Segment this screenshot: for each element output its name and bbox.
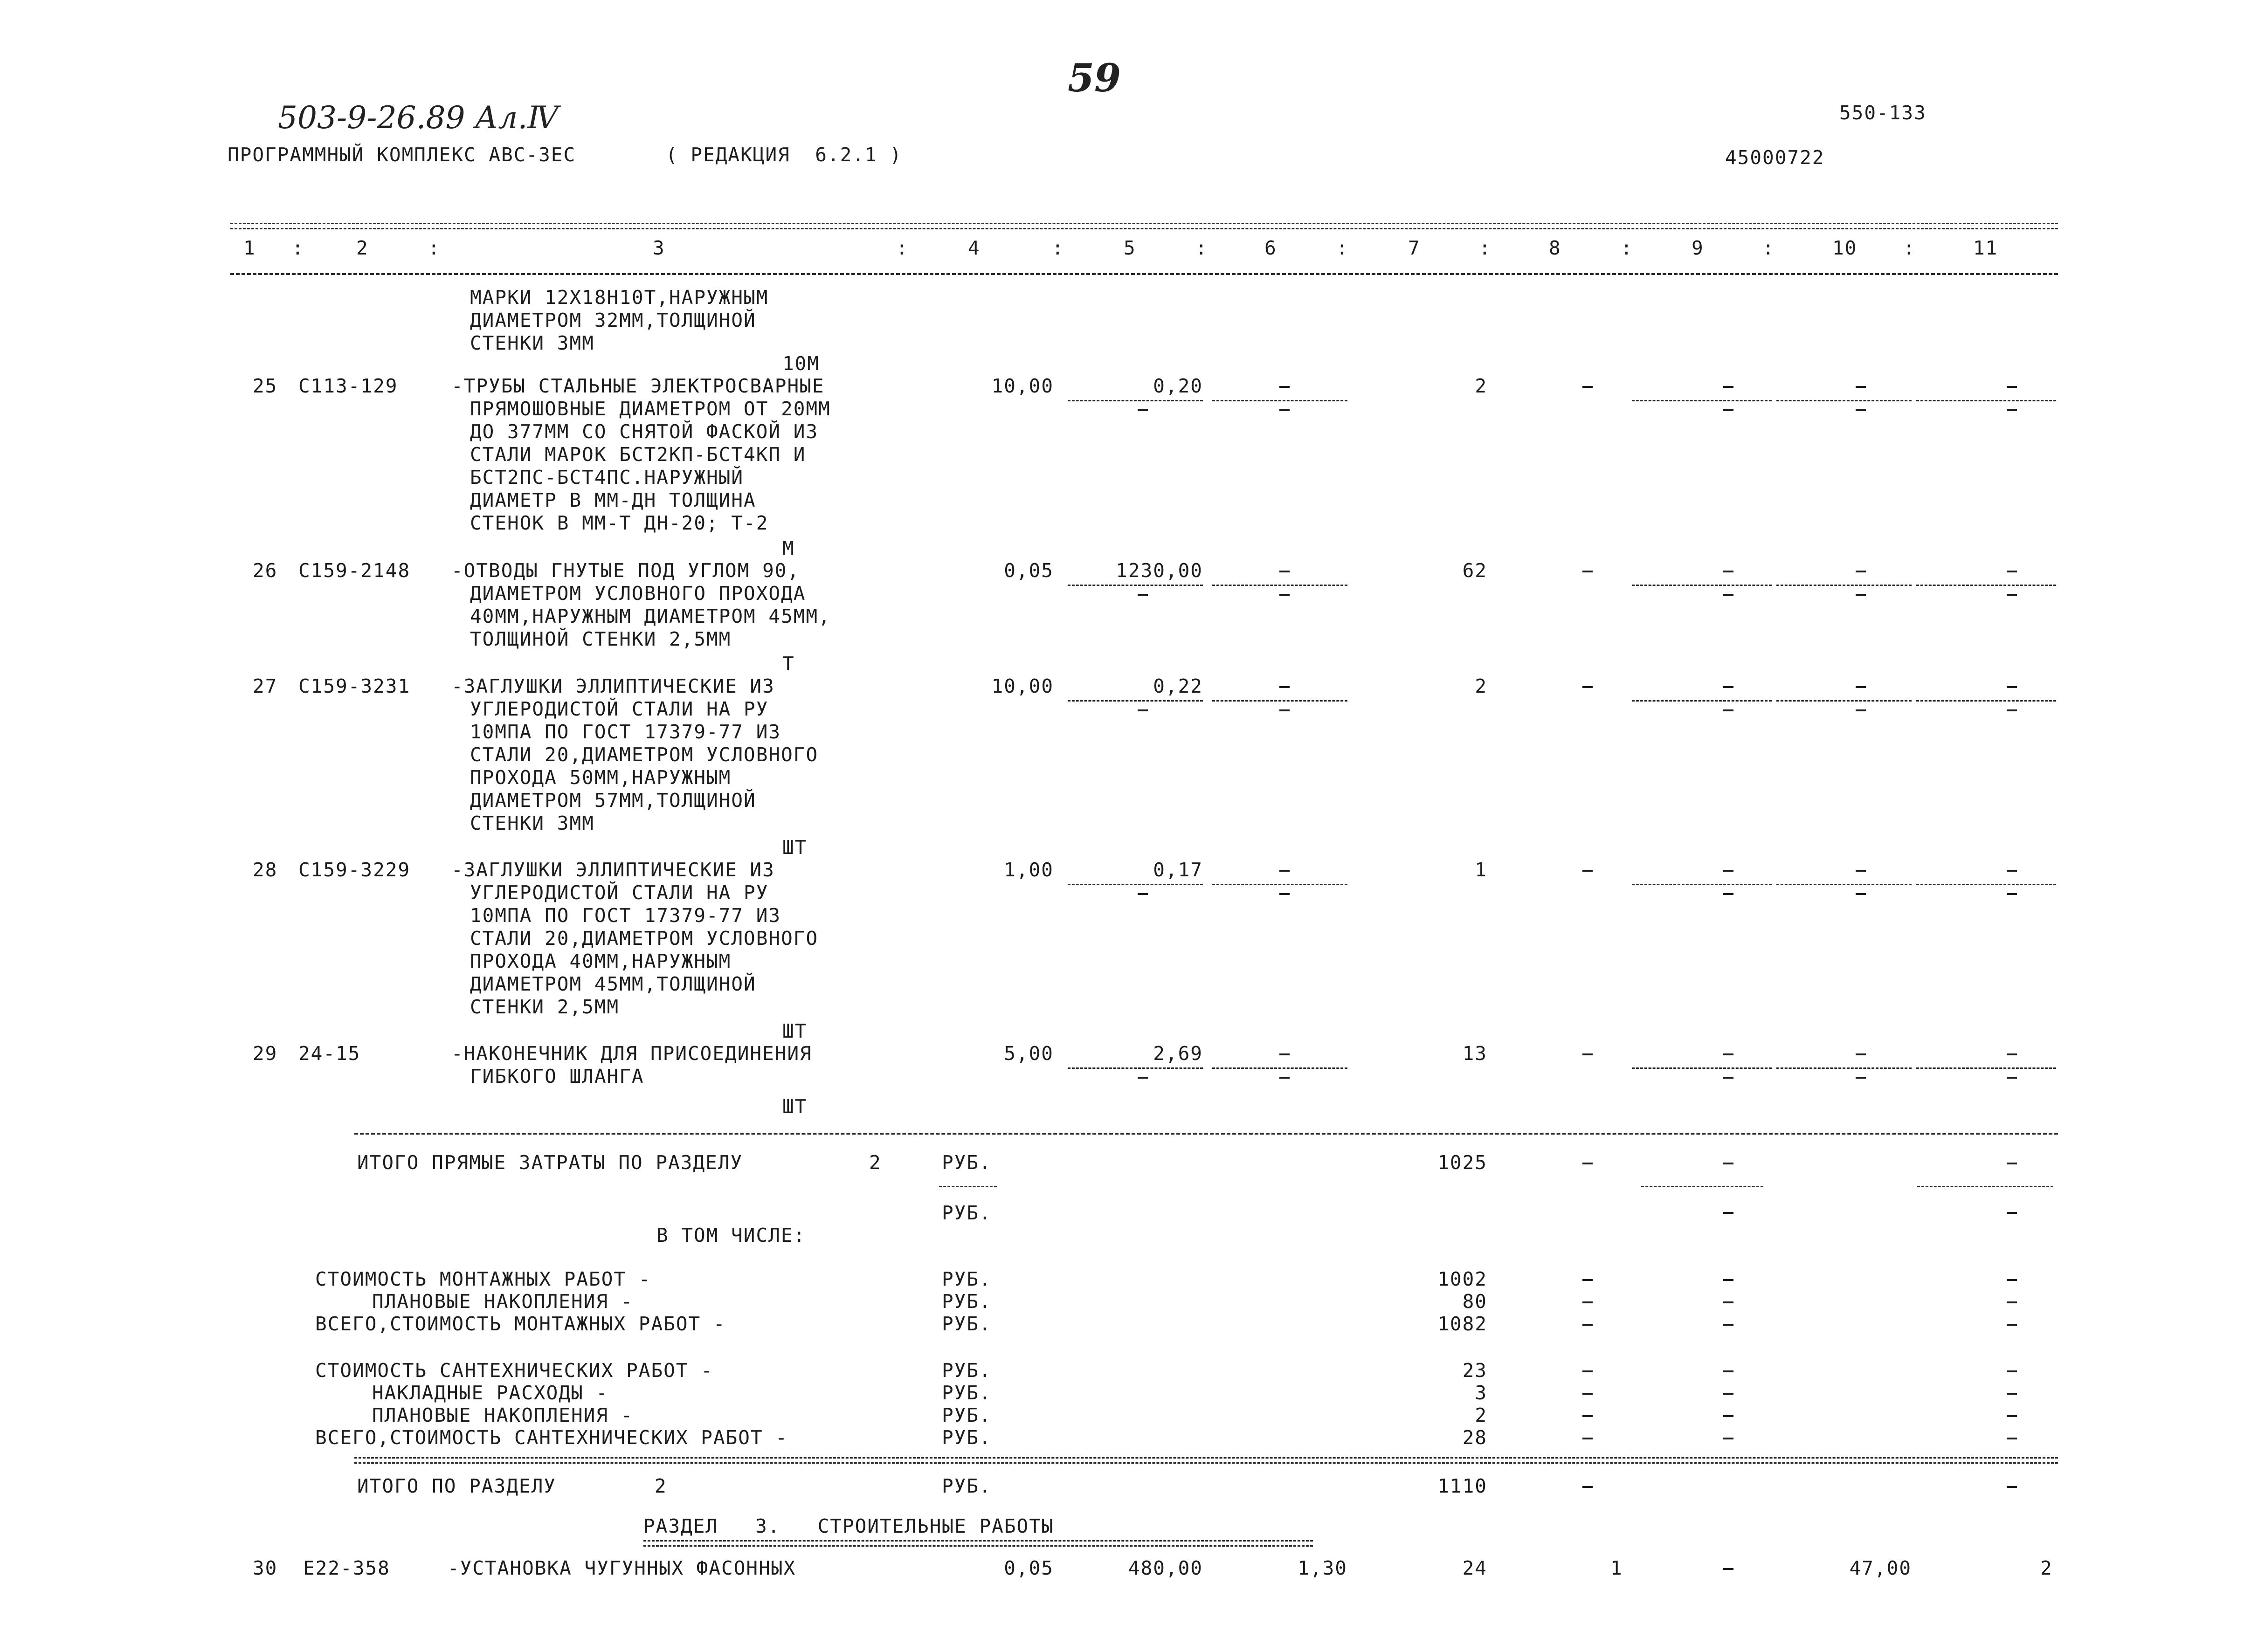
description-line: ГИБКОГО ШЛАНГА <box>470 1065 644 1088</box>
description-line: -ЗАГЛУШКИ ЭЛЛИПТИЧЕСКИЕ ИЗ <box>451 675 775 697</box>
sheet-code: 550-133 <box>1839 102 1927 124</box>
column-separator: : <box>1052 237 1064 259</box>
description-line: -ЗАГЛУШКИ ЭЛЛИПТИЧЕСКИЕ ИЗ <box>451 859 775 881</box>
items-rule <box>354 1133 2058 1135</box>
direct-costs-underline <box>1917 1186 2053 1187</box>
direct-costs-underline <box>939 1186 997 1187</box>
row-number: 25 <box>253 375 278 397</box>
summary-col11 <box>2007 1324 2017 1326</box>
sub-rule <box>1776 585 1912 586</box>
summary-label: СТОИМОСТЬ САНТЕХНИЧЕСКИХ РАБОТ - <box>315 1359 713 1382</box>
row-quantity: 10,00 <box>991 375 1054 397</box>
row-total: 13 <box>1462 1042 1487 1065</box>
description-line: 40ММ,НАРУЖНЫМ ДИАМЕТРОМ 45ММ, <box>470 605 831 627</box>
description-line: СТЕНКИ 3ММ <box>470 812 594 834</box>
column-header-cell: 11 <box>1973 237 1998 259</box>
description-line: УГЛЕРОДИСТОЙ СТАЛИ НА РУ <box>470 698 769 720</box>
row-col8 <box>1582 571 1593 572</box>
sub-dash <box>2007 594 2017 596</box>
sub-dash <box>1723 594 1733 596</box>
description-line: СТАЛИ 20,ДИАМЕТРОМ УСЛОВНОГО <box>470 743 819 766</box>
sub-dash <box>1279 594 1290 596</box>
summary-col8 <box>1582 1438 1593 1439</box>
description-line: МАРКИ 12Х18Н10Т,НАРУЖНЫМ <box>470 286 769 309</box>
row-quantity: 1,00 <box>1004 859 1054 881</box>
row-col8 <box>1582 1053 1593 1055</box>
sub-rule <box>1916 400 2056 401</box>
column-separator: : <box>1195 237 1208 259</box>
summary-unit: РУБ. <box>942 1268 992 1290</box>
row-unit: М <box>782 537 795 559</box>
summary-col8 <box>1582 1415 1593 1417</box>
row-col10 <box>1856 1053 1866 1055</box>
summary-col9 <box>1723 1324 1733 1326</box>
section-3-title: РАЗДЕЛ 3. СТРОИТЕЛЬНЫЕ РАБОТЫ <box>643 1515 1054 1537</box>
description-line: ДИАМЕТРОМ 45ММ,ТОЛЩИНОЙ <box>470 973 756 995</box>
sub-dash <box>1723 893 1733 895</box>
summary-col8 <box>1582 1370 1593 1372</box>
description-line: ТОЛЩИНОЙ СТЕНКИ 2,5ММ <box>470 628 732 650</box>
summary-col11 <box>2007 1438 2017 1439</box>
sub-rule <box>1212 1067 1347 1069</box>
row-code: С159-2148 <box>298 559 411 582</box>
row-col11: 2 <box>2040 1557 2053 1579</box>
direct-costs-label: ИТОГО ПРЯМЫЕ ЗАТРАТЫ ПО РАЗДЕЛУ <box>357 1151 743 1174</box>
column-separator: : <box>1903 237 1916 259</box>
column-header-cell: 4 <box>968 237 981 259</box>
page-number: 59 <box>1068 56 1121 101</box>
row-price: 480,00 <box>1128 1557 1203 1579</box>
row-number: 29 <box>253 1042 278 1065</box>
column-separator: : <box>292 237 304 259</box>
section-total-col8 <box>1582 1486 1593 1488</box>
row-col9 <box>1723 1568 1733 1570</box>
sub-rule <box>1916 1067 2056 1069</box>
sub-dash <box>1279 709 1290 711</box>
description-line: 10МПА ПО ГОСТ 17379-77 ИЗ <box>470 904 781 927</box>
section-3-underline <box>643 1540 1313 1547</box>
sub-rule <box>1776 884 1912 885</box>
sub-dash <box>1138 594 1148 596</box>
column-header-cell: 10 <box>1832 237 1857 259</box>
summary-col11 <box>2007 1279 2017 1281</box>
sub-rule <box>1212 700 1347 702</box>
row-total: 2 <box>1475 375 1487 397</box>
row-col9 <box>1723 1053 1733 1055</box>
row-col6 <box>1279 870 1290 872</box>
summary-col8 <box>1582 1301 1593 1303</box>
sub-dash <box>1856 709 1866 711</box>
row-col8 <box>1582 686 1593 688</box>
row-col6 <box>1279 686 1290 688</box>
sub-rule <box>1068 1067 1203 1069</box>
row-col10 <box>1856 686 1866 688</box>
row-col6: 1,30 <box>1298 1557 1347 1579</box>
section-total-label: ИТОГО ПО РАЗДЕЛУ <box>357 1475 556 1497</box>
sub-rule <box>1632 884 1772 885</box>
summary-label: ПЛАНОВЫЕ НАКОПЛЕНИЯ - <box>372 1290 634 1313</box>
row-col6 <box>1279 571 1290 572</box>
description-line: СТЕНОК В ММ-Т ДН-20; Т-2 <box>470 512 769 534</box>
column-header-cell: 2 <box>356 237 369 259</box>
summary-col9 <box>1723 1370 1733 1372</box>
row-total: 24 <box>1462 1557 1487 1579</box>
description-line: ДИАМЕТР В ММ-ДН ТОЛЩИНА <box>470 489 756 511</box>
row-code: С159-3229 <box>298 859 411 881</box>
row-col10: 47,00 <box>1849 1557 1912 1579</box>
summary-label: ВСЕГО,СТОИМОСТЬ МОНТАЖНЫХ РАБОТ - <box>315 1313 726 1335</box>
summary-col9 <box>1723 1415 1733 1417</box>
row-col8 <box>1582 870 1593 872</box>
including-label: В ТОМ ЧИСЛЕ: <box>656 1224 806 1246</box>
sub-rule <box>1916 585 2056 586</box>
row-total: 1 <box>1475 859 1487 881</box>
trailing-unit: ШТ <box>782 1095 808 1118</box>
summary-value: 28 <box>1462 1426 1487 1449</box>
sub-dash <box>1279 1077 1290 1079</box>
summary-label: ВСЕГО,СТОИМОСТЬ САНТЕХНИЧЕСКИХ РАБОТ - <box>315 1426 788 1449</box>
sub-rule <box>1632 700 1772 702</box>
description-line: ДИАМЕТРОМ 57ММ,ТОЛЩИНОЙ <box>470 789 756 812</box>
summary-col9 <box>1723 1279 1733 1281</box>
description-line: 10МПА ПО ГОСТ 17379-77 ИЗ <box>470 721 781 743</box>
description-line: УГЛЕРОДИСТОЙ СТАЛИ НА РУ <box>470 881 769 904</box>
sub-rule <box>1632 400 1772 401</box>
sub-dash <box>1138 1077 1148 1079</box>
sub-rule <box>1212 585 1347 586</box>
sub-dash <box>1856 893 1866 895</box>
summary-unit: РУБ. <box>942 1426 992 1449</box>
column-header-cell: 6 <box>1264 237 1277 259</box>
description-line: -НАКОНЕЧНИК ДЛЯ ПРИСОЕДИНЕНИЯ <box>451 1042 812 1065</box>
description-line: ПРОХОДА 40ММ,НАРУЖНЫМ <box>470 950 732 972</box>
direct-costs-unit: РУБ. <box>942 1151 992 1174</box>
column-separator: : <box>896 237 909 259</box>
row-unit: ШТ <box>782 1020 808 1042</box>
sub-dash <box>1723 1077 1733 1079</box>
section-total-section: 2 <box>655 1475 667 1497</box>
sub-dash <box>1856 409 1866 411</box>
row-col6 <box>1279 386 1290 388</box>
summary-label: НАКЛАДНЫЕ РАСХОДЫ - <box>372 1382 608 1404</box>
description-line: СТЕНКИ 2,5ММ <box>470 996 620 1018</box>
row-quantity: 0,05 <box>1004 1557 1054 1579</box>
sub-dash <box>1138 409 1148 411</box>
summary-value: 3 <box>1475 1382 1487 1404</box>
column-separator: : <box>428 237 441 259</box>
summary-rule <box>354 1457 2058 1464</box>
header-rule-bottom <box>230 273 2058 275</box>
sub-rule <box>1212 884 1347 885</box>
sub-rule <box>1632 1067 1772 1069</box>
summary-col9 <box>1723 1393 1733 1395</box>
sub-dash <box>2007 1077 2017 1079</box>
column-header-cell: 5 <box>1124 237 1136 259</box>
column-separator: : <box>1762 237 1775 259</box>
sub-rule <box>1068 585 1203 586</box>
description-line: ПРЯМОШОВНЫЕ ДИАМЕТРОМ ОТ 20ММ <box>470 398 831 420</box>
sub-dash <box>1856 1077 1866 1079</box>
section-total-col11 <box>2007 1486 2017 1488</box>
row-quantity: 10,00 <box>991 675 1054 697</box>
description-line: БСТ2ПС-БСТ4ПС.НАРУЖНЫЙ <box>470 466 744 489</box>
description-line: ДИАМЕТРОМ УСЛОВНОГО ПРОХОДА <box>470 582 806 605</box>
direct-costs-col11 <box>2007 1163 2017 1164</box>
row-number: 28 <box>253 859 278 881</box>
row-col6 <box>1279 1053 1290 1055</box>
sub-rule <box>1068 400 1203 401</box>
direct-costs-col8 <box>1582 1163 1593 1164</box>
column-separator: : <box>1336 237 1349 259</box>
direct-costs-total: 1025 <box>1437 1151 1487 1174</box>
sub-dash <box>1279 409 1290 411</box>
row-col10 <box>1856 386 1866 388</box>
summary-value: 2 <box>1475 1404 1487 1426</box>
sub-dash <box>2007 893 2017 895</box>
summary-value: 1082 <box>1437 1313 1487 1335</box>
description-line: СТАЛИ 20,ДИАМЕТРОМ УСЛОВНОГО <box>470 927 819 950</box>
sub-rule <box>1212 400 1347 401</box>
sub-rule <box>1068 700 1203 702</box>
description-line: ДО 377ММ СО СНЯТОЙ ФАСКОЙ ИЗ <box>470 420 819 443</box>
section-total-unit: РУБ. <box>942 1475 992 1497</box>
sub-dash <box>1138 709 1148 711</box>
row-number: 27 <box>253 675 278 697</box>
row-col11 <box>2007 386 2017 388</box>
section-total-value: 1110 <box>1437 1475 1487 1497</box>
summary-col8 <box>1582 1324 1593 1326</box>
column-header-cell: 7 <box>1408 237 1421 259</box>
row-code: Е22-358 <box>303 1557 390 1579</box>
description-line: ДИАМЕТРОМ 32ММ,ТОЛЩИНОЙ <box>470 309 756 331</box>
sub-dash <box>2007 709 2017 711</box>
row-number: 30 <box>253 1557 278 1579</box>
sub-dash <box>1723 409 1733 411</box>
sub-dash <box>1138 893 1148 895</box>
row-col10 <box>1856 571 1866 572</box>
direct-costs-col9-second <box>1723 1212 1733 1214</box>
row-quantity: 0,05 <box>1004 559 1054 582</box>
sub-rule <box>1632 585 1772 586</box>
row-unit: ШТ <box>782 836 808 859</box>
description-line: СТАЛИ МАРОК БСТ2КП-БСТ4КП И <box>470 443 806 466</box>
row-col9 <box>1723 686 1733 688</box>
row-price: 0,20 <box>1153 375 1203 397</box>
sub-rule <box>1068 884 1203 885</box>
row-col9 <box>1723 386 1733 388</box>
column-separator: : <box>1479 237 1492 259</box>
row-price: 1230,00 <box>1116 559 1203 582</box>
row-price: 0,17 <box>1153 859 1203 881</box>
summary-label: ПЛАНОВЫЕ НАКОПЛЕНИЯ - <box>372 1404 634 1426</box>
summary-col11 <box>2007 1370 2017 1372</box>
summary-unit: РУБ. <box>942 1404 992 1426</box>
handwritten-code: 503-9-26.89 Ал.Ⅳ <box>278 100 559 136</box>
sub-rule <box>1776 1067 1912 1069</box>
summary-col11 <box>2007 1415 2017 1417</box>
row-code: С113-129 <box>298 375 398 397</box>
sub-rule <box>1916 700 2056 702</box>
description-line: -ТРУБЫ СТАЛЬНЫЕ ЭЛЕКТРОСВАРНЫЕ <box>451 375 825 397</box>
sub-rule <box>1916 884 2056 885</box>
description-line: СТЕНКИ 3ММ <box>470 332 594 354</box>
row-col11 <box>2007 1053 2017 1055</box>
summary-col8 <box>1582 1279 1593 1281</box>
row-col8: 1 <box>1610 1557 1623 1579</box>
summary-unit: РУБ. <box>942 1290 992 1313</box>
row-total: 62 <box>1462 559 1487 582</box>
row-col10 <box>1856 870 1866 872</box>
direct-costs-col9 <box>1723 1163 1733 1164</box>
row-col11 <box>2007 571 2017 572</box>
row-col11 <box>2007 686 2017 688</box>
summary-label: СТОИМОСТЬ МОНТАЖНЫХ РАБОТ - <box>315 1268 651 1290</box>
header-rule-top <box>230 223 2058 229</box>
row-code: 24-15 <box>298 1042 361 1065</box>
row-price: 0,22 <box>1153 675 1203 697</box>
summary-value: 80 <box>1462 1290 1487 1313</box>
row-description: -УСТАНОВКА ЧУГУННЫХ ФАСОННЫХ <box>448 1557 796 1579</box>
direct-costs-underline <box>1641 1186 1763 1187</box>
summary-value: 23 <box>1462 1359 1487 1382</box>
summary-col9 <box>1723 1301 1733 1303</box>
direct-costs-section: 2 <box>869 1151 882 1174</box>
row-number: 26 <box>253 559 278 582</box>
summary-col8 <box>1582 1393 1593 1395</box>
column-header-cell: 3 <box>653 237 665 259</box>
summary-value: 1002 <box>1437 1268 1487 1290</box>
sub-dash <box>1856 594 1866 596</box>
summary-col11 <box>2007 1301 2017 1303</box>
description-line: ПРОХОДА 50ММ,НАРУЖНЫМ <box>470 766 732 789</box>
summary-unit: РУБ. <box>942 1359 992 1382</box>
program-name: ПРОГРАММНЫЙ КОМПЛЕКС АВС-3ЕС <box>228 144 576 166</box>
row-price: 2,69 <box>1153 1042 1203 1065</box>
row-col9 <box>1723 571 1733 572</box>
edition: ( РЕДАКЦИЯ 6.2.1 ) <box>666 144 902 166</box>
sub-dash <box>1723 709 1733 711</box>
sub-dash <box>1279 893 1290 895</box>
column-separator: : <box>1621 237 1633 259</box>
column-header-cell: 8 <box>1549 237 1561 259</box>
row-unit: 10М <box>782 352 820 375</box>
sub-rule <box>1776 700 1912 702</box>
direct-costs-unit-second: РУБ. <box>942 1202 992 1224</box>
row-total: 2 <box>1475 675 1487 697</box>
row-quantity: 5,00 <box>1004 1042 1054 1065</box>
doc-number: 45000722 <box>1725 146 1825 169</box>
column-header-cell: 9 <box>1692 237 1704 259</box>
row-unit: Т <box>782 653 795 675</box>
sub-rule <box>1776 400 1912 401</box>
description-line: -ОТВОДЫ ГНУТЫЕ ПОД УГЛОМ 90, <box>451 559 800 582</box>
summary-unit: РУБ. <box>942 1382 992 1404</box>
row-col11 <box>2007 870 2017 872</box>
row-code: С159-3231 <box>298 675 411 697</box>
summary-col11 <box>2007 1393 2017 1395</box>
direct-costs-col11-second <box>2007 1212 2017 1214</box>
summary-unit: РУБ. <box>942 1313 992 1335</box>
sub-dash <box>2007 409 2017 411</box>
summary-col9 <box>1723 1438 1733 1439</box>
row-col8 <box>1582 386 1593 388</box>
column-header-cell: 1 <box>243 237 256 259</box>
row-col9 <box>1723 870 1733 872</box>
